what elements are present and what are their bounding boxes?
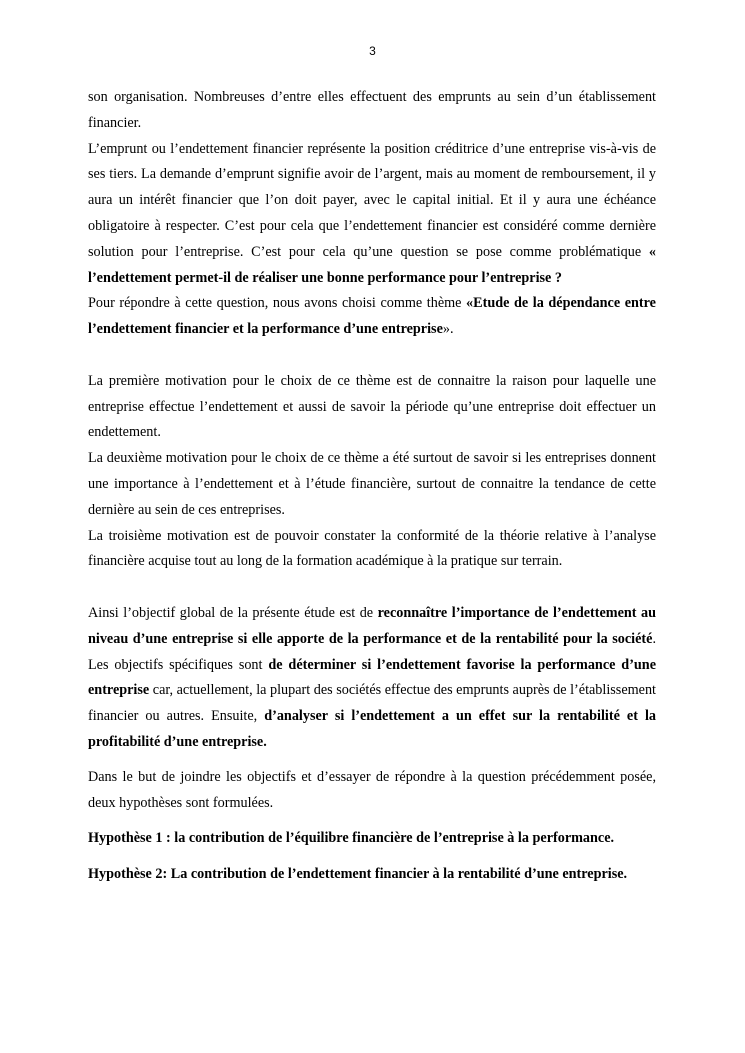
paragraph-text: . Les objectifs spécifiques sont — [88, 630, 656, 673]
paragraph-text: Ainsi l’objectif global de la présente étude est de — [88, 604, 378, 621]
hypothesis-2-text: Hypothèse 2: La contribution de l’endettement financier à la rentabilité d’une entreprise. — [88, 866, 628, 883]
problematic-question: « l’endettement permet-il de réaliser une bonne performance pour l’entreprise ? — [88, 243, 656, 286]
paragraph-text: L’emprunt ou l’endettement financier représente la position créditrice d’une entreprise vis-à-vis de ses tiers. La demande d’emprunt signifie avoir de l’argent, mais au moment de remboursement, il y aura un intérêt financier que l’on doit payer, avec le capital initial. Et il y aura une échéance obligatoire à respecter. C’est pour cela que l’endettement financier est considéré comme dernière solution pour l’entreprise. C’est pour cela qu’une question se pose comme problématique — [88, 140, 656, 260]
paragraph-second-motivation — [88, 446, 656, 523]
global-objective: reconnaître l’importance de l’endettement au niveau d’une entreprise si elle apporte de la performance et de la rentabilité pour la société — [88, 604, 656, 647]
hypothesis-1-text: Hypothèse 1 : la contribution de l’équilibre financière de l’entreprise à la performance. — [88, 830, 615, 847]
paragraph-problematic — [88, 137, 656, 292]
paragraph-text: son organisation. Nombreuses d’entre elles effectuent des emprunts au sein d’un établissement financier. — [88, 89, 656, 131]
hypothesis-1 — [88, 826, 656, 852]
document-body — [88, 85, 656, 888]
paragraph-theme — [88, 291, 656, 343]
paragraph-intro-continuation — [88, 85, 656, 137]
study-theme: «Etude de la dépendance entre l’endettement financier et la performance d’une entreprise — [88, 295, 656, 338]
hypothesis-2 — [88, 862, 656, 888]
paragraph-text: La troisième motivation est de pouvoir constater la conformité de la théorie relative à l’analyse financière acquise tout au long de la formation académique à la pratique sur terrain. — [88, 527, 656, 570]
paragraph-text: ». — [442, 321, 454, 338]
paragraph-objectives — [88, 601, 656, 756]
page-number: 3 — [369, 44, 376, 58]
paragraph-hypotheses-intro — [88, 765, 656, 817]
paragraph-text: La deuxième motivation pour le choix de ce thème a été surtout de savoir si les entreprises donnent une importance à l’endettement et à l’étude financière, surtout de connaitre la tendance de cette dernière au sein de ces entreprises. — [88, 450, 656, 518]
paragraph-text: Pour répondre à cette question, nous avons choisi comme thème — [88, 295, 467, 312]
paragraph-text: Dans le but de joindre les objectifs et d’essayer de répondre à la question précédemment posée, deux hypothèses sont formulées. — [88, 768, 656, 811]
paragraph-third-motivation — [88, 524, 656, 576]
paragraph-first-motivation — [88, 369, 656, 446]
paragraph-text: La première motivation pour le choix de ce thème est de connaitre la raison pour laquelle une entreprise effectue l’endettement et aussi de savoir la période qu’une entreprise doit effectuer un endettement. — [88, 372, 656, 441]
paragraph-text: car, actuellement, la plupart des sociétés effectue des emprunts auprès de l’établissement financier ou autres. Ensuite, — [88, 682, 656, 725]
specific-objective-1: de déterminer si l’endettement favorise la performance d’une entreprise — [88, 656, 656, 699]
specific-objective-2: d’analyser si l’endettement a un effet sur la rentabilité et la profitabilité d’une entreprise. — [88, 708, 656, 750]
